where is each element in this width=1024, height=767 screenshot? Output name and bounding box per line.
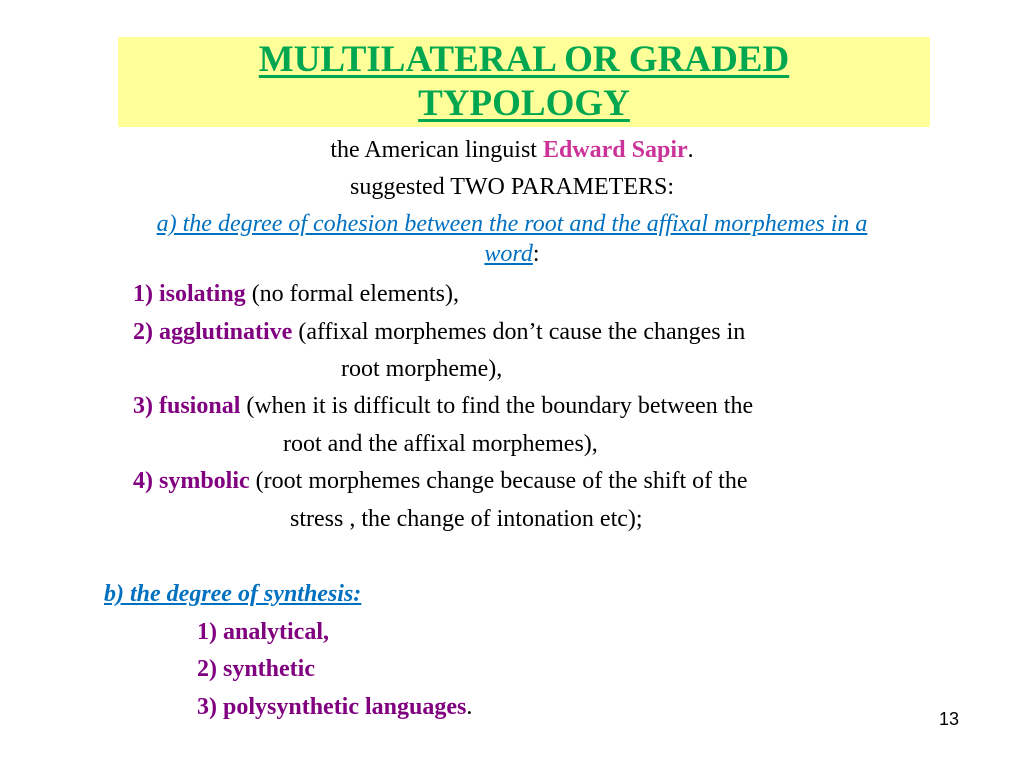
cohesion-item-1 <box>133 280 459 308</box>
param-a-text: a) the degree of cohesion between the root and the affixal morphemes in a <box>156 211 868 237</box>
param-a-line1 <box>0 210 1024 238</box>
cohesion-item-3-cont: root and the affixal morphemes), <box>283 431 598 457</box>
cohesion-item-2 <box>133 318 745 346</box>
item-desc: (root morphemes change because of the shift of the <box>249 468 748 494</box>
synthesis-item-1: 1) analytical, <box>197 619 329 645</box>
title-line-2: TYPOLOGY <box>418 83 630 124</box>
linguist-name: Edward Sapir <box>542 137 688 163</box>
intro-suffix: . <box>687 137 694 163</box>
item-term: 4) symbolic <box>133 468 250 494</box>
param-a-line2 <box>0 240 1024 268</box>
param-b-text: b) the degree of synthesis: <box>104 581 362 607</box>
cohesion-item-3 <box>133 392 753 420</box>
param-a-colon: : <box>532 241 540 267</box>
slide-title <box>118 38 930 126</box>
param-b <box>104 580 361 608</box>
title-line-1: MULTILATERAL OR GRADED <box>258 39 790 80</box>
item-desc: (no formal elements), <box>245 281 459 307</box>
intro-prefix: the American linguist <box>330 137 543 163</box>
cohesion-item-2-cont: root morpheme), <box>341 356 503 382</box>
intro-line <box>0 136 1024 164</box>
cohesion-item-4 <box>133 467 748 495</box>
item-term: 3) fusional <box>133 393 241 419</box>
item-suffix: . <box>466 694 473 720</box>
item-desc: (affixal morphemes don’t cause the changes in <box>292 319 746 345</box>
item-term: 1) isolating <box>133 281 246 307</box>
item-term: 2) agglutinative <box>133 319 293 345</box>
cohesion-item-4-cont: stress , the change of intonation etc); <box>290 506 643 532</box>
page-number: 13 <box>939 709 960 729</box>
synthesis-item-3 <box>197 693 472 721</box>
synthesis-item-2: 2) synthetic <box>197 656 315 682</box>
item-term: 3) polysynthetic languages <box>197 694 467 720</box>
item-desc: (when it is difficult to find the boundary between the <box>240 393 754 419</box>
params-line: suggested TWO PARAMETERS: <box>349 174 675 200</box>
param-a-word: word <box>484 241 533 267</box>
